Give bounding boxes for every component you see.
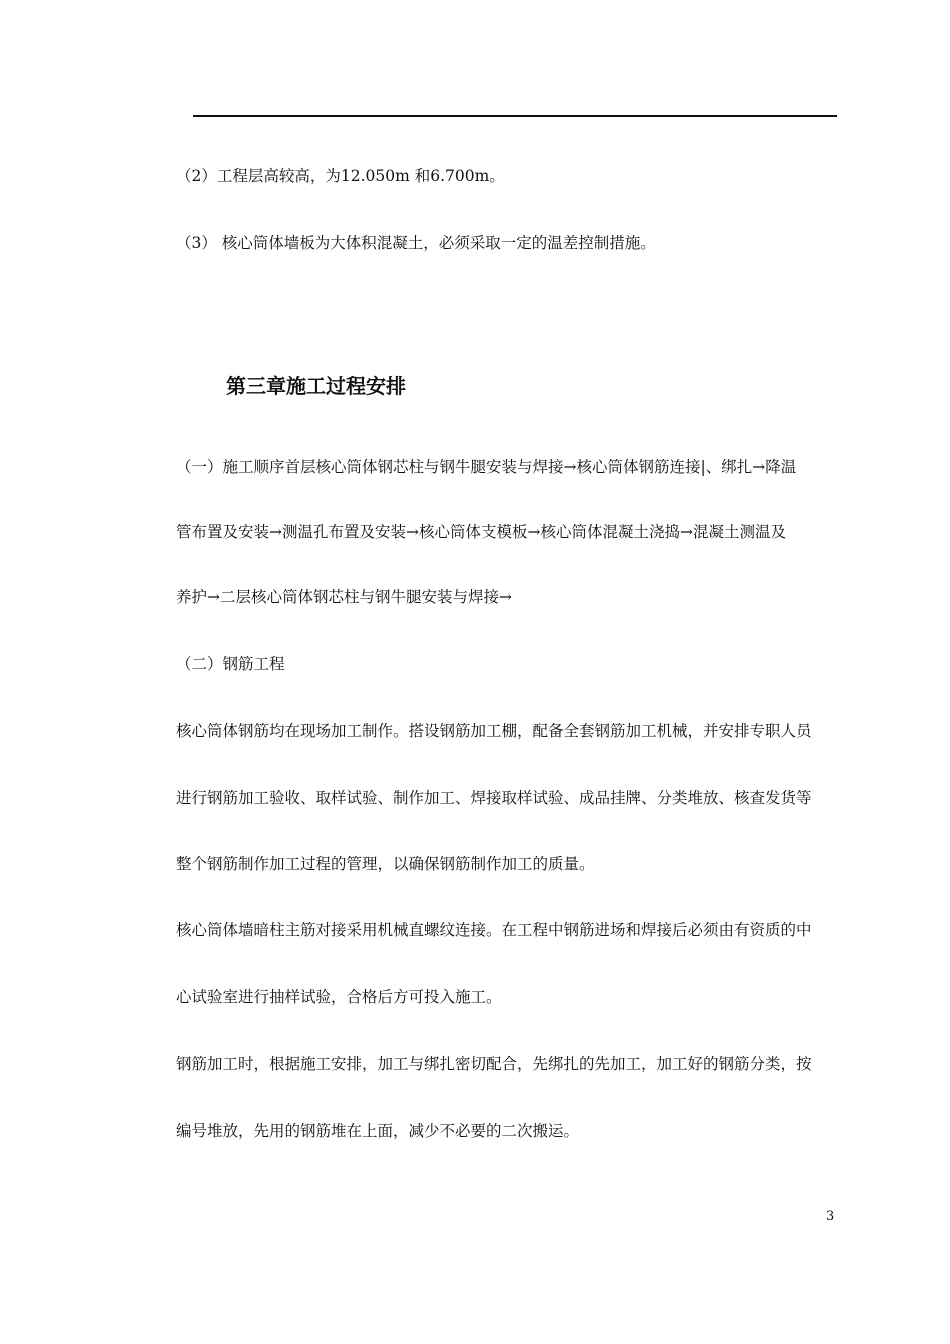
paragraph-line: 整个钢筋制作加工过程的管理，以确保钢筋制作加工的质量。 xyxy=(176,855,595,873)
paragraph-line: 心试验室进行抽样试验，合格后方可投入施工。 xyxy=(176,988,502,1006)
paragraph-line: 核心筒体钢筋均在现场加工制作。搭设钢筋加工棚，配备全套钢筋加工机械，并安排专职人员 xyxy=(176,722,812,740)
paragraph-line: 进行钢筋加工验收、取样试验、制作加工、焊接取样试验、成品挂牌、分类堆放、核查发货等 xyxy=(176,789,812,807)
item-2: （2）工程层高较高，为12.050m 和6.700m。 xyxy=(176,167,505,185)
paragraph-line: （一）施工顺序首层核心筒体钢芯柱与钢牛腿安装与焊接→核心筒体钢筋连接|、绑扎→降温 xyxy=(176,458,797,476)
paragraph-line: 钢筋加工时，根据施工安排，加工与绑扎密切配合，先绑扎的先加工，加工好的钢筋分类，按 xyxy=(176,1055,812,1073)
paragraph-line: 编号堆放，先用的钢筋堆在上面，减少不必要的二次搬运。 xyxy=(176,1122,580,1140)
section-heading-rebar: （二）钢筋工程 xyxy=(176,655,285,673)
page-number: 3 xyxy=(826,1209,835,1224)
paragraph-line: 养护→二层核心筒体钢芯柱与钢牛腿安装与焊接→ xyxy=(176,588,512,606)
item-3: （3） 核心筒体墙板为大体积混凝土，必须采取一定的温差控制措施。 xyxy=(176,234,656,252)
chapter-heading: 第三章施工过程安排 xyxy=(226,374,406,398)
paragraph-line: 核心筒体墙暗柱主筋对接采用机械直螺纹连接。在工程中钢筋进场和焊接后必须由有资质的中 xyxy=(176,921,812,939)
paragraph-line: 管布置及安装→测温孔布置及安装→核心筒体支模板→核心筒体混凝土浇捣→混凝土测温及 xyxy=(176,523,786,541)
header-rule xyxy=(193,115,837,117)
